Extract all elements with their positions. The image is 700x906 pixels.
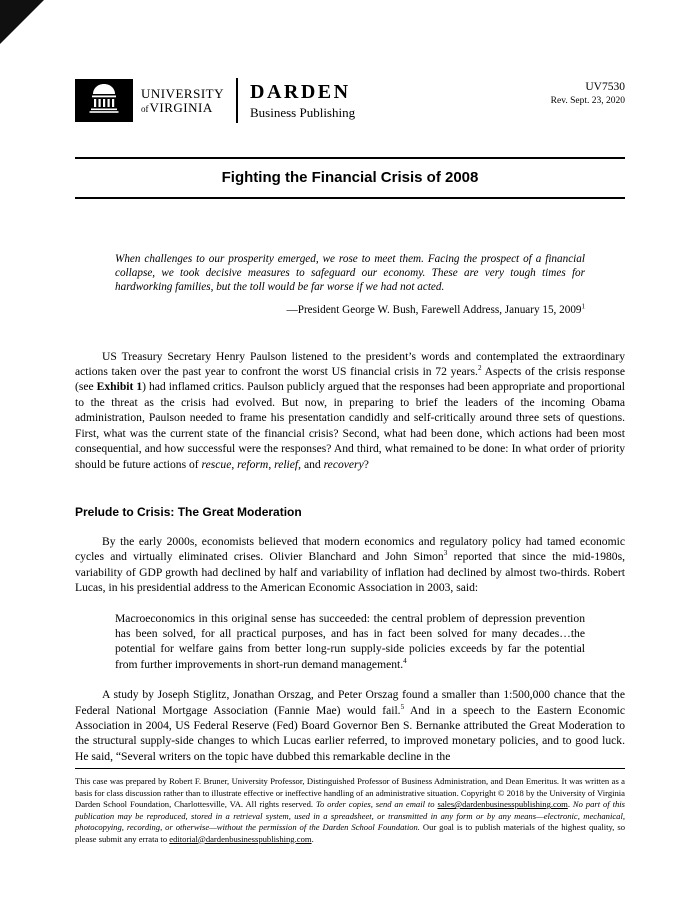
footer-order-copies-text: To order copies, send an email to	[315, 799, 438, 810]
document-revision-date: Rev. Sept. 23, 2020	[550, 95, 625, 106]
title-block	[75, 157, 625, 199]
page-footer	[75, 768, 625, 845]
paragraph-2-text: By the early 2000s, economists believed that modern economics and regulatory policy had tamed economic cycles and virtually eliminated crises. Olivier Blanchard and John Simon	[75, 534, 625, 564]
paragraph-1-text: ,	[268, 457, 275, 471]
uva-wordmark-line2	[141, 101, 224, 115]
footnote-ref-2: 2	[477, 364, 482, 373]
footnote-ref-4: 4	[403, 656, 407, 665]
paragraph-1-text: ,	[231, 457, 238, 471]
paragraph-1-text: ?	[363, 457, 369, 471]
footer-text: .	[567, 799, 573, 810]
footnote-ref-3: 3	[443, 549, 448, 558]
uva-wordmark-of: of	[141, 103, 149, 114]
paragraph-1-text: , and	[298, 457, 324, 471]
document-number: UV7530	[585, 81, 625, 93]
darden-subtitle: Business Publishing	[250, 104, 356, 120]
paragraph-1-text: Aspects of the crisis response (see	[75, 365, 625, 394]
term-recovery: recovery	[323, 457, 364, 471]
document-body	[75, 253, 625, 764]
publisher-brand	[75, 78, 355, 123]
term-rescue: rescue	[201, 457, 232, 471]
page-corner-decoration	[0, 0, 44, 44]
brand-divider	[236, 78, 238, 123]
footnote-ref-5: 5	[400, 702, 405, 711]
footer-text: Our goal is to publish materials of the highest quality, so please submit any errata to	[75, 822, 625, 844]
uva-rotunda-icon	[84, 82, 124, 119]
paragraph-3-text: And in a speech to the Eastern Economic Association in 2004, US Federal Reserve (Fed) Board Governor Ben S. Bernanke attributed the Great Moderation to the structural supply-side changes to which Lucas earlier referred, to improved monetary policies, and to good luck. He said, “Several writers on the topic have dubbed this remarkable decline in the	[75, 703, 626, 763]
darden-name: DARDEN	[250, 80, 351, 103]
uva-wordmark-virginia: VIRGINIA	[149, 99, 213, 115]
footnote-ref-1: 1	[581, 301, 585, 310]
footer-legal-text: No part of this publication may be reproduced, stored in a retrieval system, used in a spreadsheet, or transmitted in any form or by any means—electronic, mechanical, photocopying, recording, or otherwise—without the permission of the Darden School Foundation.	[75, 799, 625, 833]
term-reform: reform	[237, 457, 269, 471]
paragraph-1	[75, 349, 625, 472]
page-header	[75, 78, 625, 123]
exhibit-1-reference: Exhibit 1	[96, 380, 143, 394]
epigraph-quote: When challenges to our prosperity emerged, we rose to meet them. Facing the prospect of a financial collapse, we took decisive measures to safeguard our economy. These are very tough times for hardworking families, but the toll would be far worse if we had not acted.	[115, 253, 585, 293]
section-heading-prelude: Prelude to Crisis: The Great Moderation	[75, 504, 302, 519]
term-relief: relief	[274, 457, 299, 471]
footer-text: .	[311, 833, 314, 844]
paragraph-2-text: reported that since the mid-1980s, variability of GDP growth had declined by half and variability of inflation had declined by almost two-thirds. Robert Lucas, in his presidential address to the American Economic Association in 2003, said:	[75, 550, 625, 595]
editorial-email-link[interactable]: editorial@dardenbusinesspublishing.com	[169, 833, 312, 844]
lucas-blockquote	[115, 611, 585, 673]
darden-wordmark	[250, 81, 355, 120]
uva-wordmark	[141, 87, 224, 114]
paragraph-3	[75, 687, 625, 764]
lucas-quote-text: Macroeconomics in this original sense has succeeded: the central problem of depression prevention has been solved, for all practical purposes, and has in fact been solved for many decades…the potential for welfare gains from better long-run supply-side policies exceeds by far the potential from further improvements in short-run demand management.	[115, 611, 585, 671]
paragraph-3-text: A study by Joseph Stiglitz, Jonathan Orszag, and Peter Orszag found a smaller than 1:500,000 chance that the Federal National Mortgage Association (Fannie Mae) would fail.	[75, 688, 625, 717]
attribution-text: —President George W. Bush, Farewell Address, January 15, 2009	[286, 303, 582, 316]
uva-logo	[75, 79, 133, 122]
footer-text: This case was prepared by Robert F. Bruner, University Professor, Distinguished Professor of Business Administration, and Dean Emeritus. It was written as a basis for class discussion rather than to illustrate effective or ineffective handling of an administrative situation. Copyright © 2018 by the University of Virginia Darden School Foundation, Charlottesville, VA. All rights reserved.	[75, 776, 625, 810]
document-codes	[551, 78, 625, 107]
epigraph-attribution	[115, 301, 585, 316]
paragraph-1-text: US Treasury Secretary Henry Paulson listened to the president’s words and contemplated the extraordinary actions taken over the past year to confront the worst US financial crisis in 72 years.	[75, 349, 625, 379]
uva-wordmark-line1: UNIVERSITY	[141, 85, 224, 101]
page-title: Fighting the Financial Crisis of 2008	[221, 169, 479, 186]
paragraph-1-text: ) had inflamed critics. Paulson publicly argued that the responses had been appropriate and proportional to the threat as the crisis had evolved. But now, in preparing to brief the leaders of the incoming Obama administration, Paulson needed to frame his presentation candidly and self-critically around three sets of questions. First, what was the current state of the financial crisis? Second, what had been done, which actions had been most consequential, and how successful were the responses? And third, what remained to be done: In what order of priority should be future actions of	[75, 380, 625, 471]
sales-email-link[interactable]: sales@dardenbusinesspublishing.com	[437, 799, 568, 810]
paragraph-2	[75, 534, 625, 596]
